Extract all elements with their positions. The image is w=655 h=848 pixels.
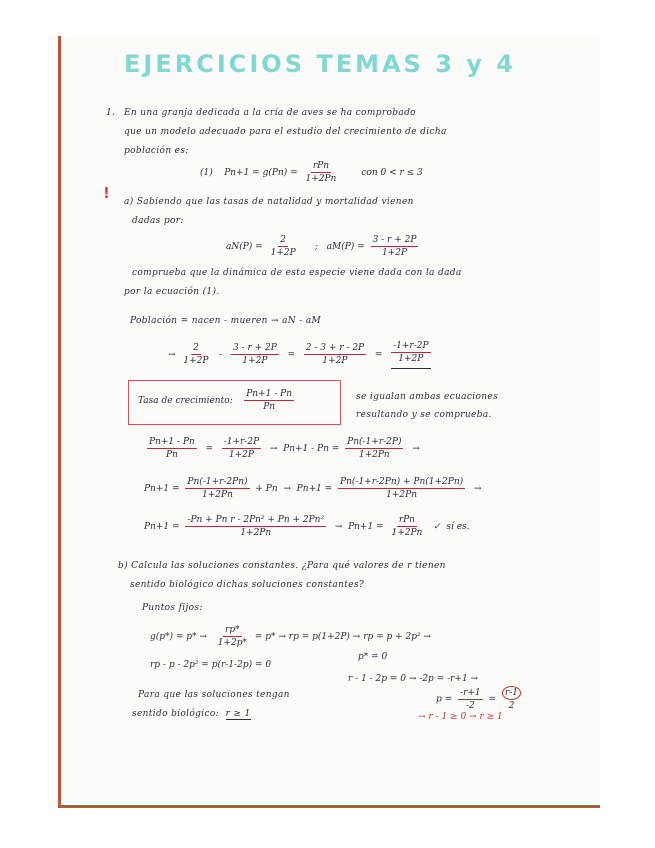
eq3: Pn+1 = $\frac{\text{-Pn + Pn r - 2Pn² + Pn + 2Pn²}}{1+2Pn}$ → Pn+1 = $\frac{\text{rPn}}{1+2Pn}$ ✓ sí es. [144, 515, 470, 538]
fp1-frac [216, 624, 249, 649]
death-rate-lhs: aM(P) = [326, 242, 365, 252]
death-rate-num: 3 - r + 2P [372, 235, 417, 245]
conclusion: sí es. [446, 522, 470, 532]
fp1-rest: = p* → rp = p(1+2P) → rp = p + 2p² → [254, 632, 432, 642]
part-b-line-2: sentido biológico dichas soluciones constantes? [130, 580, 365, 590]
part-a-line-2: dadas por: [132, 216, 184, 226]
fp1-den: 1+2p* [217, 638, 247, 648]
part-a-line-3: comprueba que la dinámica de esta especie viene dada con la dada [132, 268, 462, 278]
solution-zero: p* = 0 [358, 652, 388, 662]
step1-b-num: 3 - r + 2P [232, 343, 277, 353]
model-num: rPn [312, 161, 329, 171]
eq2-plus: + Pn [255, 484, 278, 494]
final-condition: → r - 1 ≥ 0 → r ≥ 1 [418, 712, 503, 722]
death-rate-den: 1+2P [381, 248, 408, 258]
population-formula: Población = nacen - mueren → aN - aM [130, 316, 322, 326]
model-label: (1) [200, 168, 213, 178]
step1-d-den: 1+2P [398, 354, 424, 364]
eq2-lhs: Pn+1 = [144, 484, 180, 494]
biological-line-2 [132, 709, 251, 719]
check-icon: ✓ [433, 522, 441, 532]
page-title: EJERCICIOS TEMAS 3 y 4 [124, 50, 516, 78]
eq2: Pn+1 = $\frac{Pn(-1+r-2Pn)}{1+2Pn}$ + Pn → Pn+1 = $\frac{Pn(-1+r-2Pn) + Pn(1+2Pn)}{1+2Pn}$ → [144, 477, 482, 500]
eq1-rhs [222, 436, 261, 461]
eq1-res [345, 436, 403, 461]
p-num-1: -r+1 [460, 687, 481, 698]
eq1-rhs-den: 1+2P [228, 450, 254, 460]
p-solution [436, 686, 524, 712]
eq3-res [389, 514, 424, 539]
model-den: 1+2Pn [305, 174, 337, 184]
eq3-num: -Pn + Pn r - 2Pn² + Pn + 2Pn² [187, 515, 325, 525]
birth-rate-num: 2 [280, 235, 286, 245]
birth-rate-eq [226, 234, 421, 259]
eq1-res-num: Pn(-1+r-2P) [347, 437, 402, 447]
eq3-res-num: rPn [398, 515, 415, 525]
growth-rate-formula [138, 388, 297, 413]
eq2-frac [185, 476, 249, 501]
eq3-res-lhs: Pn+1 = [348, 522, 384, 532]
eq1-res-den: 1+2Pn [358, 450, 390, 460]
fp1-num: rp* [225, 625, 240, 635]
biological-line-1: Para que las soluciones tengan [138, 690, 290, 700]
growth-rate-num: Pn+1 - Pn [246, 389, 292, 399]
biological-label: sentido biológico: [132, 709, 220, 719]
eq1-den: Pn [165, 450, 178, 460]
eq3-lhs: Pn+1 = [144, 522, 180, 532]
eq1-rhs-num: -1+r-2P [223, 437, 260, 447]
step1-equation: → $\frac{2}{1+2P}$ - $\frac{3 - r + 2P}{1+2P}$ = $\frac{2 - 3 + r - 2P}{1+2P}$ = $\frac{-1+r-2P}{1+2P}$ [168, 340, 434, 369]
death-rate-fraction [371, 234, 419, 259]
eq2-den: 1+2Pn [202, 490, 233, 500]
step1-c-den: 1+2P [322, 356, 348, 366]
step1-b [231, 342, 279, 367]
part-a-line-1: a) Sabiendo que las tasas de natalidad y mortalidad vienen [124, 197, 414, 207]
p-frac-2 [502, 686, 521, 712]
model-equation [200, 160, 423, 185]
fixed-points-label: Puntos fijos: [142, 603, 203, 613]
intro-line-3: población es: [124, 146, 189, 156]
birth-rate-lhs: aN(P) = [226, 242, 263, 252]
step1-b-den: 1+2P [242, 356, 268, 366]
fp1-lhs: g(p*) = p* [150, 632, 197, 642]
p-den-1: -2 [465, 700, 475, 711]
biological-condition: r ≥ 1 [225, 709, 251, 719]
exercise-number: 1. [106, 108, 116, 118]
solution-nonzero: r - 1 - 2p = 0 → -2p = -r+1 → [348, 674, 479, 684]
eq2-den2: 1+2Pn [386, 490, 418, 500]
p-equals: = [488, 694, 497, 705]
birth-rate-fraction [269, 234, 298, 259]
growth-rate-label: Tasa de crecimiento: [138, 396, 233, 406]
separator: ; [314, 242, 319, 252]
step1-a [181, 342, 210, 367]
eq1: $\frac{Pn+1 - Pn}{Pn}$ = $\frac{-1+r-2P}{1+2P}$ → Pn+1 - Pn = $\frac{Pn(-1+r-2P)}{1+2Pn}$ → [149, 437, 420, 460]
birth-rate-den: 1+2P [270, 248, 296, 258]
intro-line-1: En una granja dedicada a la cría de aves se ha comprobado [124, 108, 416, 118]
eq3-frac [185, 514, 326, 539]
eq2-num2: Pn(-1+r-2Pn) + Pn(1+2Pn) [340, 477, 464, 487]
step1-a-den: 1+2P [183, 356, 209, 366]
step1-a-num: 2 [193, 343, 199, 353]
model-condition: con 0 < r ≤ 3 [361, 168, 423, 178]
part-b-line-1: b) Calcula las soluciones constantes. ¿Para qué valores de r tienen [118, 561, 446, 571]
fixed-point-eq: g(p*) = p* → $\frac{rp*}{1+2p*}$ = p* → rp = p(1+2P) → rp = p + 2p² → [150, 625, 432, 648]
step1-c-num: 2 - 3 + r - 2P [305, 343, 365, 353]
p-den-2: 2 [508, 701, 515, 711]
step1-c [304, 342, 366, 367]
p-eq-label: p = [436, 694, 453, 705]
eq3-res-den: 1+2Pn [391, 528, 423, 538]
part-a-line-4: por la ecuación (1). [124, 287, 220, 297]
eq1-num: Pn+1 - Pn [149, 437, 195, 447]
model-fraction [304, 160, 339, 185]
eq1-res-lhs: Pn+1 - Pn = [283, 444, 340, 454]
box-note-2: resultando y se comprueba. [356, 410, 492, 420]
step1-d [391, 340, 430, 369]
growth-rate-fraction [244, 388, 294, 413]
model-lhs: Pn+1 = g(Pn) = [224, 168, 298, 178]
growth-rate-den: Pn [263, 402, 276, 412]
eq2-num: Pn(-1+r-2Pn) [187, 477, 248, 487]
eq1-lhs [147, 436, 197, 461]
exclamation-icon: ! [103, 184, 110, 202]
eq3-den: 1+2Pn [240, 528, 272, 538]
p-frac-1 [458, 687, 483, 712]
intro-line-2: que un modelo adecuado para el estudio del crecimiento de dicha [124, 127, 447, 137]
factored-eq: rp - p - 2p² = p(r-1-2p) = 0 [150, 660, 272, 670]
eq2-frac2 [338, 476, 465, 501]
step1-d-num: -1+r-2P [393, 341, 429, 351]
box-note-1: se igualan ambas ecuaciones [356, 392, 499, 402]
eq2-mid: Pn+1 = [296, 484, 333, 494]
p-num-2: r-1 [502, 686, 521, 700]
